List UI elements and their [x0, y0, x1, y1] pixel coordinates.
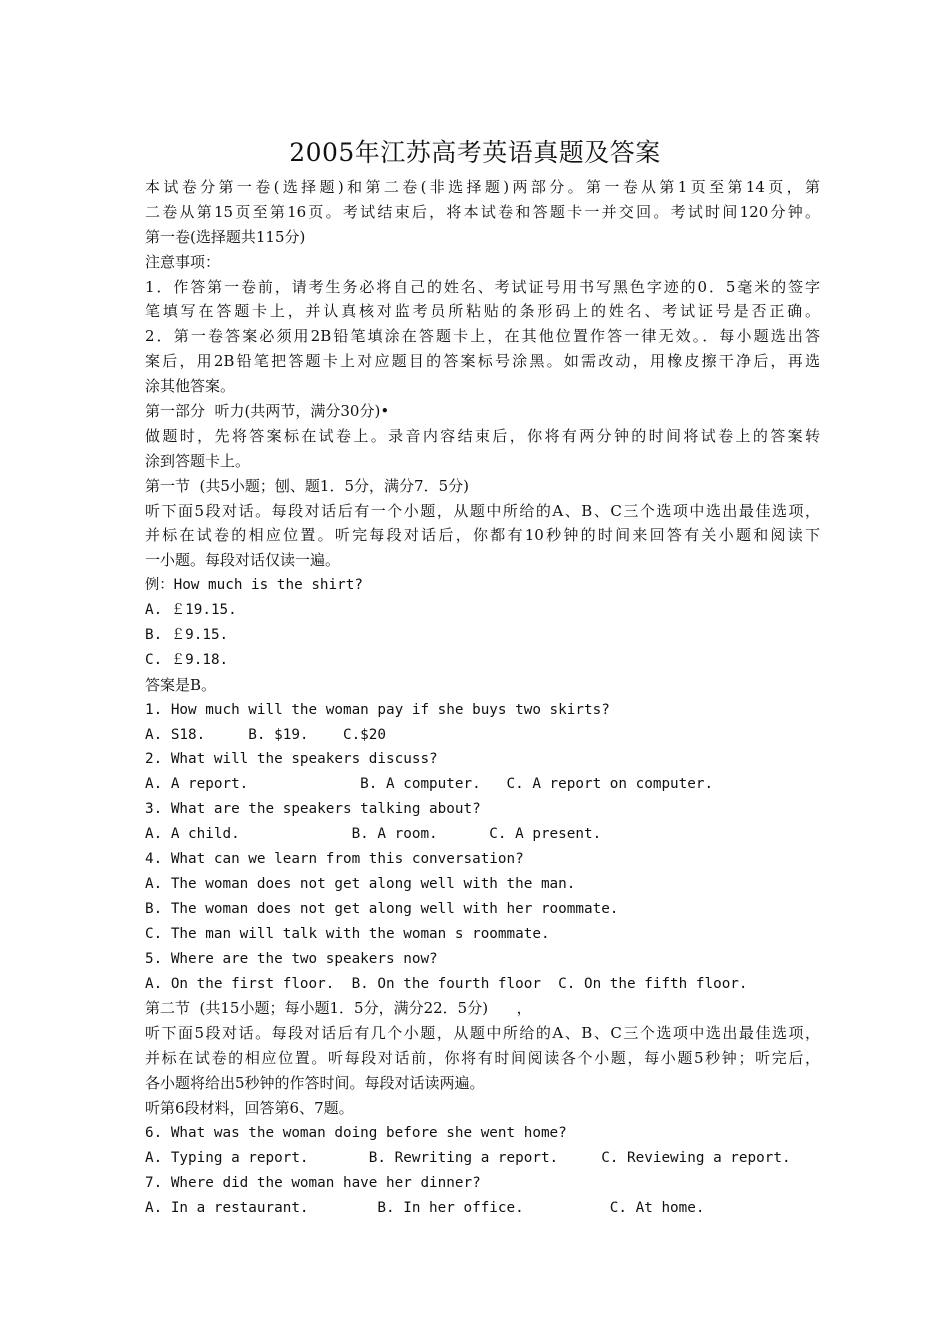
text-line: 本试卷分第一卷(选择题)和第二卷(非选择题)两部分。第一卷从第1页至第14页，第 — [145, 178, 820, 196]
question-line: A. ￡19.15. — [145, 602, 237, 619]
text-line: 听下面5段对话。每段对话后有几个小题，从题中所给的A、B、C三个选项中选出最佳选项， — [145, 1024, 820, 1043]
question-line: A. S18. B. $19. C.$20 — [145, 726, 387, 743]
question-line: C. ￡9.18. — [145, 651, 229, 668]
question-line: B. ￡9.15. — [145, 627, 229, 644]
question-line: A. Typing a report. B. Rewriting a report. C. Reviewing a report. — [145, 1149, 791, 1166]
question-line: 5. Where are the two speakers now? — [145, 950, 438, 967]
question-line: C. The man will talk with the woman s roommate. — [145, 925, 550, 942]
text-line: 答案是B。 — [145, 675, 217, 694]
text-line: 二卷从第15页至第16页。考试结束后，将本试卷和答题卡一并交回。考试时间120分钟。 — [145, 202, 820, 221]
question-line: 3. What are the speakers talking about? — [145, 801, 481, 818]
question-line: B. The woman does not get along well with her roommate. — [145, 900, 619, 917]
text-line: 听下面5段对话。每段对话后有一个小题，从题中所给的A、B、C三个选项中选出最佳选项， — [145, 501, 820, 520]
text-line: 各小题将给出5秒钟的作答时间。每段对话读两遍。 — [145, 1074, 485, 1093]
question-line: A. A report. B. A computer. C. A report on computer. — [145, 776, 714, 793]
question-line: 4. What can we learn from this conversation? — [145, 851, 524, 868]
text-line: 涂到答题卡上。 — [145, 451, 251, 470]
text-line: 一小题。每段对话仅读一遍。 — [145, 551, 341, 570]
text-line: 并标在试卷的相应位置。听完每段对话后，你都有10秒钟的时间来回答有关小题和阅读下 — [145, 526, 820, 545]
question-line: 6. What was the woman doing before she went home? — [145, 1124, 567, 1141]
question-line: 1. How much will the woman pay if she buys two skirts? — [145, 701, 610, 718]
question-line: A. On the first floor. B. On the fourth floor C. On the fifth floor. — [145, 975, 748, 992]
text-line: 笔填写在答题卡上，并认真核对监考员所粘贴的条形码上的姓名、考试证号是否正确。 — [145, 302, 820, 321]
question-line: 7. Where did the woman have her dinner? — [145, 1174, 481, 1191]
text-line: 1．作答第一卷前，请考生务必将自己的姓名、考试证号用书写黑色字迹的0．5毫米的签字 — [145, 277, 820, 296]
page-title: 2005年江苏高考英语真题及答案 — [289, 138, 661, 167]
text-line: 做题时，先将答案标在试卷上。录音内容结束后，你将有两分钟的时间将试卷上的答案转 — [145, 426, 820, 445]
text-line: 听第6段材料，回答第6、7题。 — [145, 1098, 354, 1117]
text-line: 并标在试卷的相应位置。听每段对话前，你将有时间阅读各个小题，每小题5秒钟；听完后， — [145, 1049, 820, 1068]
text-line: 第一部分 听力(共两节，满分30分)• — [145, 402, 390, 421]
question-line: 2. What will the speakers discuss? — [145, 751, 438, 768]
text-line: 第二节 (共15小题；每小题1．5分，满分22．5分) ， — [145, 999, 532, 1018]
question-line: A. The woman does not get along well with the man. — [145, 875, 576, 892]
text-line: 2．第一卷答案必须用2B铅笔填涂在答题卡上，在其他位置作答一律无效。．每小题选出答 — [145, 327, 820, 346]
text-line: 第一卷(选择题共115分) — [145, 227, 306, 246]
text-line: 涂其他答案。 — [145, 377, 236, 396]
question-line: A. A child. B. A room. C. A present. — [145, 826, 602, 843]
text-line: 第一节 (共5小题；刨、题1．5分，满分7．5分) — [145, 476, 469, 495]
text-line: 注意事项： — [145, 252, 221, 271]
document-body — [145, 175, 820, 1220]
question-line: 例：How much is the shirt? — [145, 577, 363, 594]
text-line: 案后，用2B铅笔把答题卡上对应题目的答案标号涂黑。如需改动，用橡皮擦干净后，再选 — [145, 352, 820, 371]
question-line: A. In a restaurant. B. In her office. C. At home. — [145, 1199, 705, 1216]
